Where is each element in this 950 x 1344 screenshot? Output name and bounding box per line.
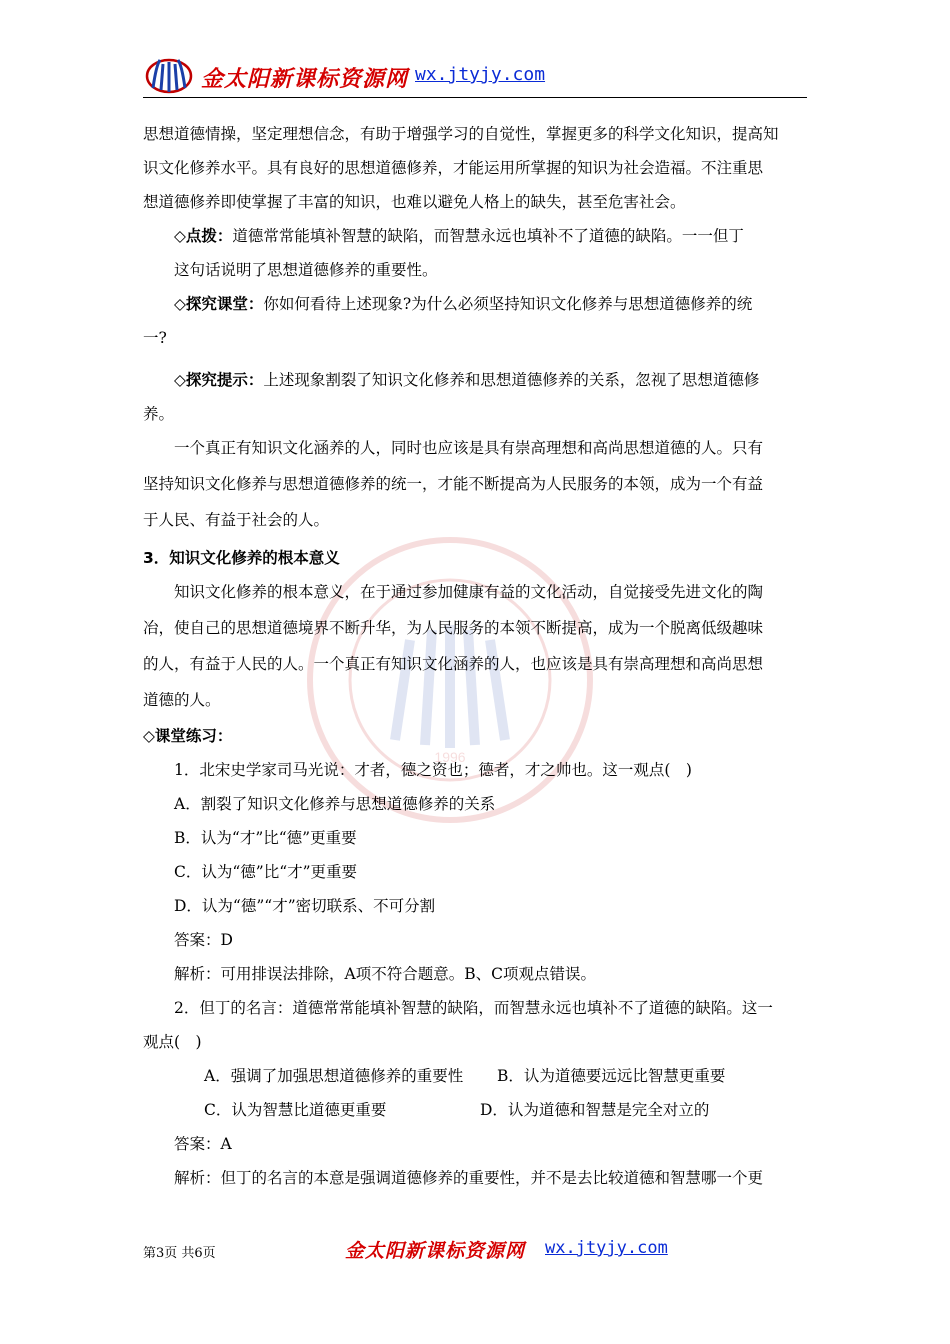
paragraph-line: 于人民、有益于社会的人。: [143, 511, 330, 529]
hint-label: ◇探究提示：: [174, 371, 264, 389]
question-1-option-d: D．认为“德”“才”密切联系、不可分割: [174, 897, 436, 915]
question-1-option-c: C．认为“德”比“才”更重要: [174, 863, 358, 881]
question-2-option-c: C．认为智慧比道德更重要: [204, 1101, 387, 1119]
question-2-option-b: B．认为道德要远远比智慧更重要: [497, 1067, 726, 1085]
header-rule: [143, 97, 807, 98]
explore-text: 你如何看待上述现象?为什么必须坚持知识文化修养与思想道德修养的统: [263, 295, 753, 313]
header-url-link[interactable]: wx.jtyjy.com: [415, 64, 546, 85]
paragraph-line: 识文化修养水平。具有良好的思想道德修养，才能运用所掌握的知识为社会造福。不注重思: [143, 159, 764, 177]
tip-label: ◇点拨：: [174, 227, 233, 245]
hint-text: 上述现象割裂了知识文化修养和思想道德修养的关系，忽视了思想道德修: [263, 371, 760, 389]
question-1-option-b: B．认为“才”比“德”更重要: [174, 829, 357, 847]
watermark-seal-icon: [300, 530, 600, 830]
paragraph-line: 道德的人。: [143, 691, 221, 709]
tip-paragraph: [174, 226, 744, 246]
watermark-year: 1996: [434, 749, 466, 765]
question-1-option-a: A．割裂了知识文化修养与思想道德修养的关系: [174, 795, 496, 813]
footer-brand: 金太阳新课标资源网: [345, 1240, 526, 1262]
paragraph-line: 养。: [143, 405, 175, 423]
paragraph-line: 思想道德情操，坚定理想信念，有助于增强学习的自觉性，掌握更多的科学文化知识，提高知: [143, 125, 779, 143]
paragraph-line: 一?: [143, 329, 167, 347]
paragraph-line: 知识文化修养的根本意义，在于通过参加健康有益的文化活动，自觉接受先进文化的陶: [174, 583, 764, 601]
practice-heading: ◇课堂练习：: [143, 727, 233, 745]
question-1-answer: 答案：D: [174, 931, 233, 949]
question-1-analysis: 解析：可用排误法排除，A项不符合题意。B、C项观点错误。: [174, 965, 596, 983]
question-2-option-d: D．认为道德和智慧是完全对立的: [480, 1101, 710, 1119]
question-2-answer: 答案：A: [174, 1135, 232, 1153]
jty-logo-icon: [145, 54, 193, 98]
paragraph-line: 这句话说明了思想道德修养的重要性。: [174, 261, 438, 279]
paragraph-line: 想道德修养即使掌握了丰富的知识，也难以避免人格上的缺失，甚至危害社会。: [143, 193, 686, 211]
paragraph-line: 的人，有益于人民的人。一个真正有知识文化涵养的人，也应该是具有崇高理想和高尚思想: [143, 655, 764, 673]
header-brand: 金太阳新课标资源网: [201, 67, 409, 92]
question-2-option-a: A．强调了加强思想道德修养的重要性: [204, 1067, 464, 1085]
question-2-analysis: 解析：但丁的名言的本意是强调道德修养的重要性，并不是去比较道德和智慧哪一个更: [174, 1169, 764, 1187]
explore-paragraph: [174, 294, 752, 314]
section-heading: 3．知识文化修养的根本意义: [143, 549, 340, 567]
footer-url-link[interactable]: wx.jtyjy.com: [545, 1238, 668, 1258]
tip-text: 道德常常能填补智慧的缺陷，而智慧永远也填补不了道德的缺陷。一一但丁: [232, 227, 744, 245]
question-1: 1．北宋史学家司马光说：才者，德之资也；德者，才之帅也。这一观点( ): [174, 761, 692, 779]
page-number: 第3页 共6页: [143, 1246, 216, 1261]
paragraph-line: 一个真正有知识文化涵养的人，同时也应该是具有崇高理想和高尚思想道德的人。只有: [174, 439, 764, 457]
paragraph-line: 冶，使自己的思想道德境界不断升华，为人民服务的本领不断提高，成为一个脱离低级趣味: [143, 619, 764, 637]
page-header: [143, 48, 807, 100]
question-2: 2．但丁的名言：道德常常能填补智慧的缺陷，而智慧永远也填补不了道德的缺陷。这一: [174, 999, 773, 1017]
hint-paragraph: [174, 370, 759, 390]
explore-label: ◇探究课堂：: [174, 295, 264, 313]
question-2-cont: 观点( ): [143, 1033, 202, 1051]
paragraph-line: 坚持知识文化修养与思想道德修养的统一，才能不断提高为人民服务的本领，成为一个有益: [143, 475, 764, 493]
